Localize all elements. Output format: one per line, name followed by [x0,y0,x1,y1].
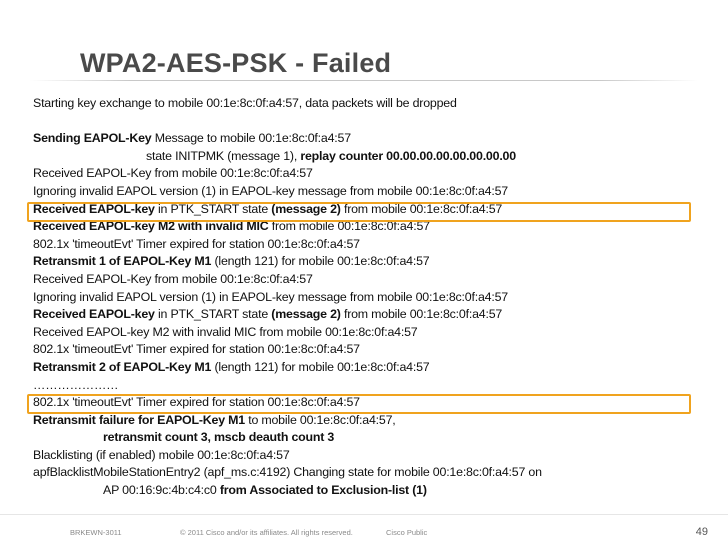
log-line [33,236,713,254]
log-text: Blacklisting (if enabled) mobile 00:1e:8c:0f:a4:57 [33,447,290,462]
log-text-bold: replay counter 00.00.00.00.00.00.00.00 [300,148,516,163]
log-text: ………………… [33,377,119,392]
log-text-bold: from Associated to Exclusion-list (1) [219,483,427,498]
log-text: 802.1x 'timeoutEvt' Timer expired for station 00:1e:8c:0f:a4:57 [33,395,360,410]
log-line [33,95,713,113]
log-line [33,377,713,395]
log-text-bold: Retransmit 2 of EAPOL-Key M1 [33,359,212,374]
log-text-bold: Received EAPOL-key [33,307,155,322]
log-text-bold: (message 2) [271,307,341,322]
log-text: from mobile 00:1e:8c:0f:a4:57 [340,307,503,322]
log-line [33,429,713,447]
log-text: Starting key exchange to mobile 00:1e:8c:0f:a4:57, data packets will be dropped [33,96,457,110]
log-line [33,253,713,271]
log-line [33,341,713,359]
log-line [33,306,713,324]
footer-copyright: © 2011 Cisco and/or its affiliates. All rights reserved. [180,528,353,537]
log-line-highlighted [33,412,713,430]
footer-session-id: BRKEWN-3011 [70,528,122,537]
log-line [33,165,713,183]
log-text-bold: (message 2) [271,201,341,216]
log-text: (length 121) for mobile 00:1e:8c:0f:a4:57 [211,359,430,374]
log-text: 802.1x 'timeoutEvt' Timer expired for station 00:1e:8c:0f:a4:57 [33,342,360,357]
blank-line [33,113,713,131]
log-text-block [33,95,713,500]
log-text-bold: retransmit count 3, mscb deauth count 3 [103,430,335,445]
log-text: in PTK_START state [154,307,272,322]
log-text: to mobile 00:1e:8c:0f:a4:57, [244,412,396,427]
highlight-box-retransmit-failure [27,394,691,414]
log-text: Ignoring invalid EAPOL version (1) in EAPOL-key message from mobile 00:1e:8c:0f:a4:57 [33,183,508,198]
log-line [33,447,713,465]
log-line [33,324,713,342]
log-line [33,130,713,148]
log-text: Received EAPOL-key M2 with invalid MIC from mobile 00:1e:8c:0f:a4:57 [33,324,418,339]
highlight-box-invalid-mic [27,202,691,222]
log-line [33,482,713,500]
title-divider [30,80,698,81]
log-line [33,289,713,307]
log-text: Received EAPOL-Key from mobile 00:1e:8c:0f:a4:57 [33,166,313,181]
log-text: Received EAPOL-Key from mobile 00:1e:8c:0f:a4:57 [33,271,313,286]
log-text-bold: Sending EAPOL-Key [33,131,152,146]
page-number: 49 [695,526,708,538]
log-text-bold: Received EAPOL-key [33,201,155,216]
slide-title: WPA2-AES-PSK - Failed [80,48,392,78]
log-text-bold: Retransmit failure for EAPOL-Key M1 [33,412,245,427]
log-text: Ignoring invalid EAPOL version (1) in EAPOL-key message from mobile 00:1e:8c:0f:a4:57 [33,289,508,304]
log-text: Message to mobile 00:1e:8c:0f:a4:57 [151,131,351,146]
log-text: from mobile 00:1e:8c:0f:a4:57 [268,219,430,234]
log-line [33,148,713,166]
log-text: (length 121) for mobile 00:1e:8c:0f:a4:57 [211,254,430,269]
log-text-bold: Received EAPOL-key M2 with invalid MIC [33,219,269,234]
log-text: from mobile 00:1e:8c:0f:a4:57 [340,201,503,216]
log-text: 802.1x 'timeoutEvt' Timer expired for station 00:1e:8c:0f:a4:57 [33,236,360,251]
log-line [33,183,713,201]
log-text: in PTK_START state [154,201,272,216]
footer-divider [0,514,728,515]
log-text-bold: Retransmit 1 of EAPOL-Key M1 [33,254,212,269]
log-line [33,359,713,377]
log-text: AP 00:16:9c:4b:c4:c0 [103,483,220,498]
footer-classification: Cisco Public [386,528,428,537]
log-line [33,464,713,482]
log-text: state INITPMK (message 1), [146,148,301,163]
log-text: apfBlacklistMobileStationEntry2 (apf_ms.c:4192) Changing state for mobile 00:1e:8c:0f:a4:57 on [33,465,542,480]
log-line [33,271,713,289]
